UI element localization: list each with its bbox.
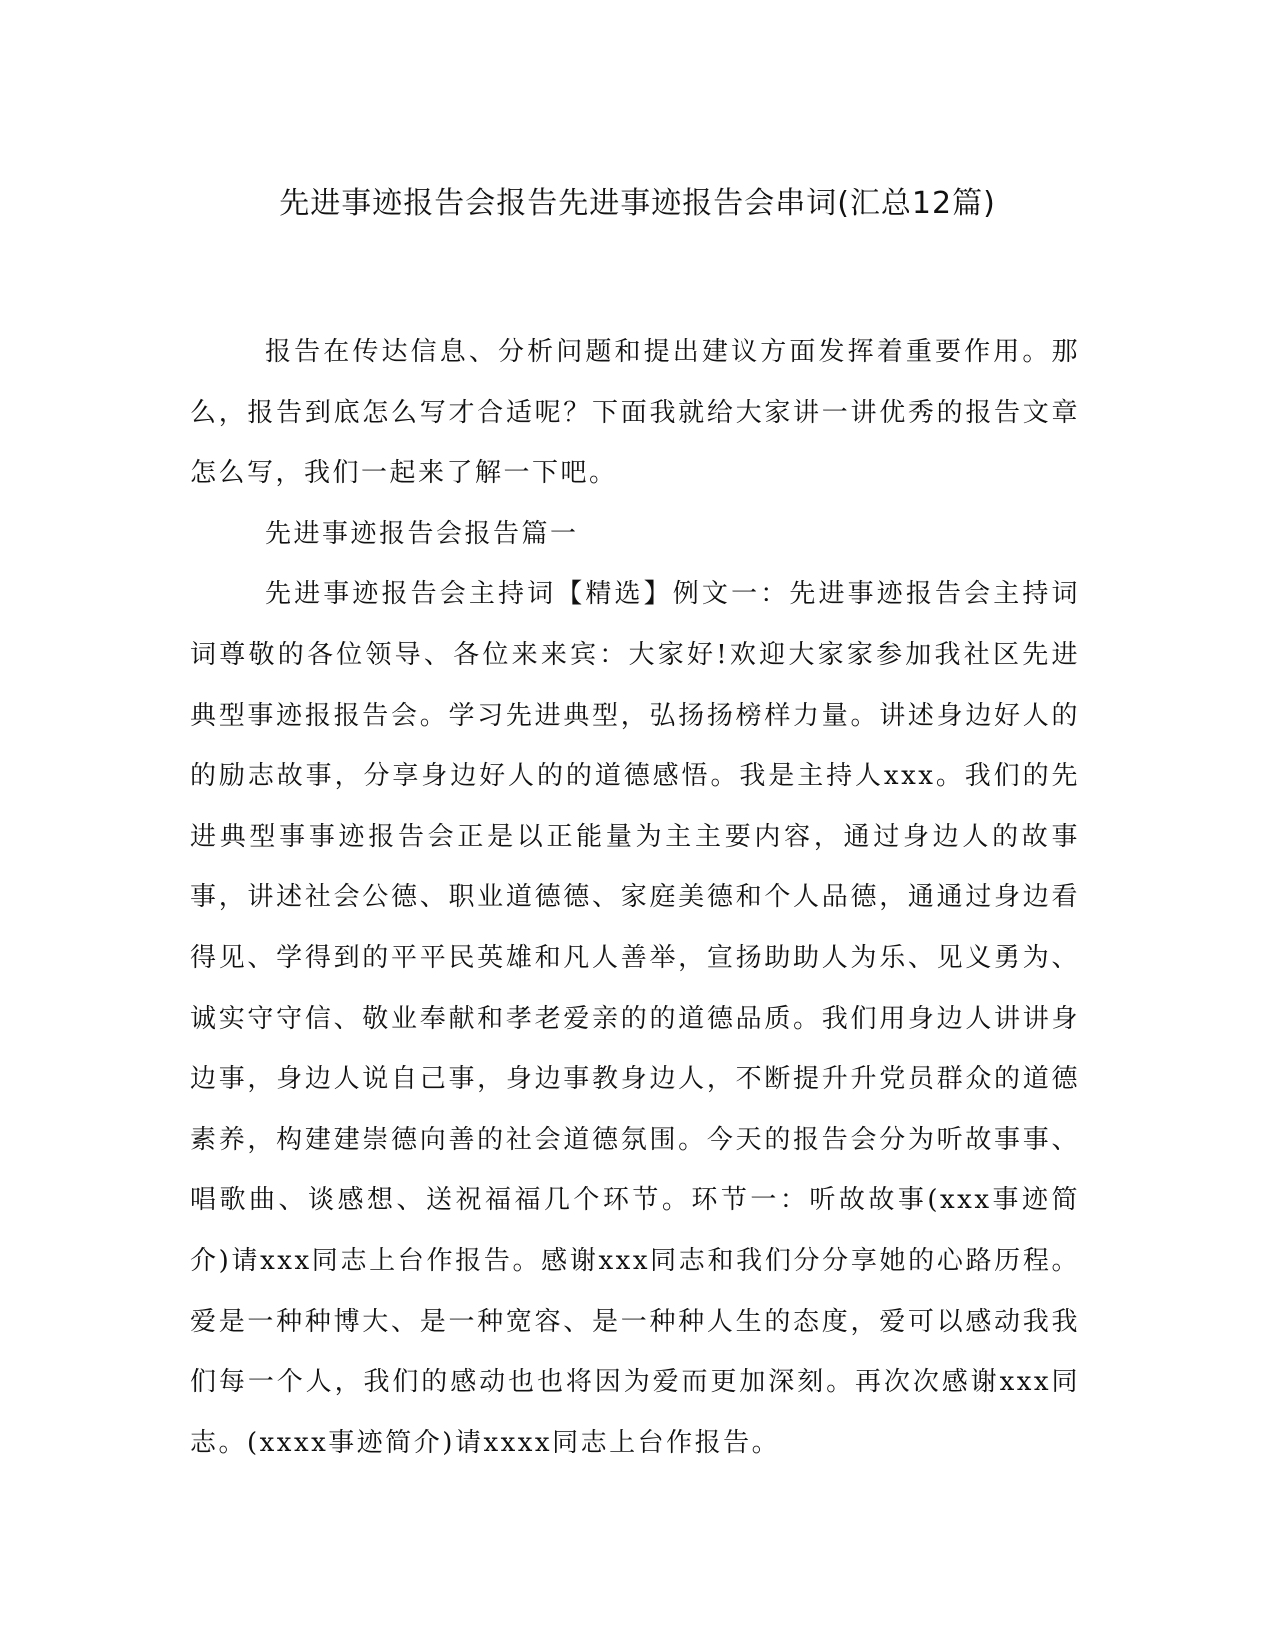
- document-title: 先进事迹报告会报告先进事迹报告会串词(汇总12篇): [279, 186, 996, 221]
- document-body: [190, 322, 1080, 1473]
- intro-paragraph: 报告在传达信息、分析问题和提出建议方面发挥着重要作用。那么，报告到底怎么写才合适呢？下面我就给大家讲一讲优秀的报告文章怎么写，我们一起来了解一下吧。: [190, 337, 1080, 489]
- section-heading: 先进事迹报告会报告篇一: [265, 518, 579, 549]
- body-paragraph: 先进事迹报告会主持词【精选】例文一：先进事迹报告会主持词词尊敬的各位领导、各位来来宾：大家好!欢迎大家家参加我社区先进典型事迹报报告会。学习先进典型，弘扬扬榜样力量。讲述身边好人的的励志故事，分享身边好人的的道德感悟。我是主持人xxx。我们的先进典型事事迹报告会正是以正能量为主主要内容，通过身边人的故事事，讲述社会公德、职业道德德、家庭美德和个人品德，通通过身边看得见、学得到的平平民英雄和凡人善举，宣扬助助人为乐、见义勇为、诚实守守信、敬业奉献和孝老爱亲的的道德品质。我们用身边人讲讲身边事，身边人说自己事，身边事教身边人，不断提升升党员群众的道德素养，构建建崇德向善的社会道德氛围。今天的报告会分为听故事事、唱歌曲、谈感想、送祝福福几个环节。环节一：听故故事(xxx事迹简介)请xxx同志上台作报告。感谢xxx同志和我们分分享她的心路历程。爱是一种种博大、是一种宽容、是一种种人生的态度，爱可以感动我我们每一个人，我们的感动也也将因为爱而更加深刻。再次次感谢xxx同志。(xxxx事迹简介)请xxxx同志上台作报告。: [190, 579, 1080, 1458]
